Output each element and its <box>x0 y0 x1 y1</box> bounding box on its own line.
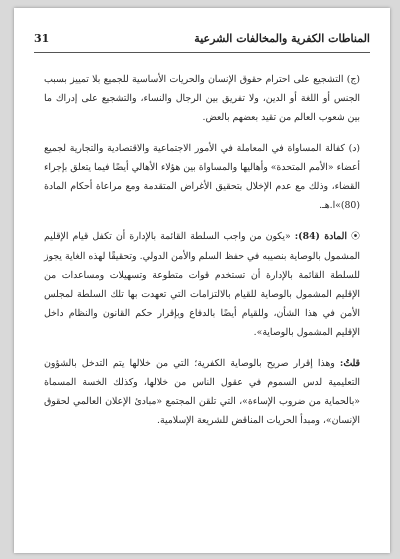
article-heading: المادة (84): <box>294 231 347 242</box>
paragraph-commentary <box>44 354 360 430</box>
header-rule <box>34 52 370 53</box>
document-page <box>14 8 390 553</box>
paragraph-d <box>44 139 360 215</box>
commentary-lead: قلتُ: <box>339 358 360 369</box>
paragraph-text: وهذا إقرار صريح بالوصاية الكفرية؛ التي من خلالها يتم التدخل بالشؤون التعليمية لدس السموم في عقول الناس من خلالها، وكذلك الخسة المسماة «بالحماية من ضروب الإساءة»، التي تلقن المجتمع «مبادئ الإعلان العالمي لحقوق الإنسان»، ومبدأ الحريات المناقض للشريعة الإسلامية. <box>44 358 360 426</box>
paragraph-c <box>44 70 360 127</box>
header-title: المناطات الكفرية والمخالفات الشرعية <box>194 32 370 45</box>
paragraph-text: (ج) التشجيع على احترام حقوق الإنسان والحريات الأساسية للجميع بلا تمييز بسبب الجنس أو اللغة أو الدين، ولا تفريق بين الرجال والنساء، والتشجيع على إدراك ما بين شعوب العالم من تقيد بعضهم بالعض. <box>44 74 360 123</box>
bullet-marker-icon: ⦿ <box>350 232 360 242</box>
paragraph-text: (د) كفالة المساواة في المعاملة في الأمور الاجتماعية والاقتصادية والتجارية لجميع أعضاء «الأمم المتحدة» وأهاليها والمساواة بين هؤلاء الأهالي أيضًا فيما يتعلق بإجراء القضاء، وذلك مع عدم الإخلال بتحقيق الأغراض المتقدمة ومع مراعاة أحكام المادة (80)»ا.هـ. <box>44 143 360 211</box>
page-number: 31 <box>34 32 50 45</box>
paragraph-text: «يكون من واجب السلطة القائمة بالإدارة أن تكفل قيام الإقليم المشمول بالوصاية بنصيبه في حفظ السلم والأمن الدولي. وتحقيقًا لهذه الغاية يجوز للسلطة القائمة بالإدارة أن تستخدم قوات متطوعة وتسهيلات ومساعدات من الإقليم المشمول بالوصاية للقيام بالالتزامات التي تعهدت بها تلك السلطة لمجلس الأمن في هذا الشأن، وللقيام أيضًا بالدفاع وبإقرار حكم القانون والنظام داخل الإقليم المشمول بالوصاية». <box>44 231 360 338</box>
page-body <box>44 70 360 442</box>
running-header <box>34 32 370 50</box>
paragraph-article-84 <box>44 227 360 342</box>
